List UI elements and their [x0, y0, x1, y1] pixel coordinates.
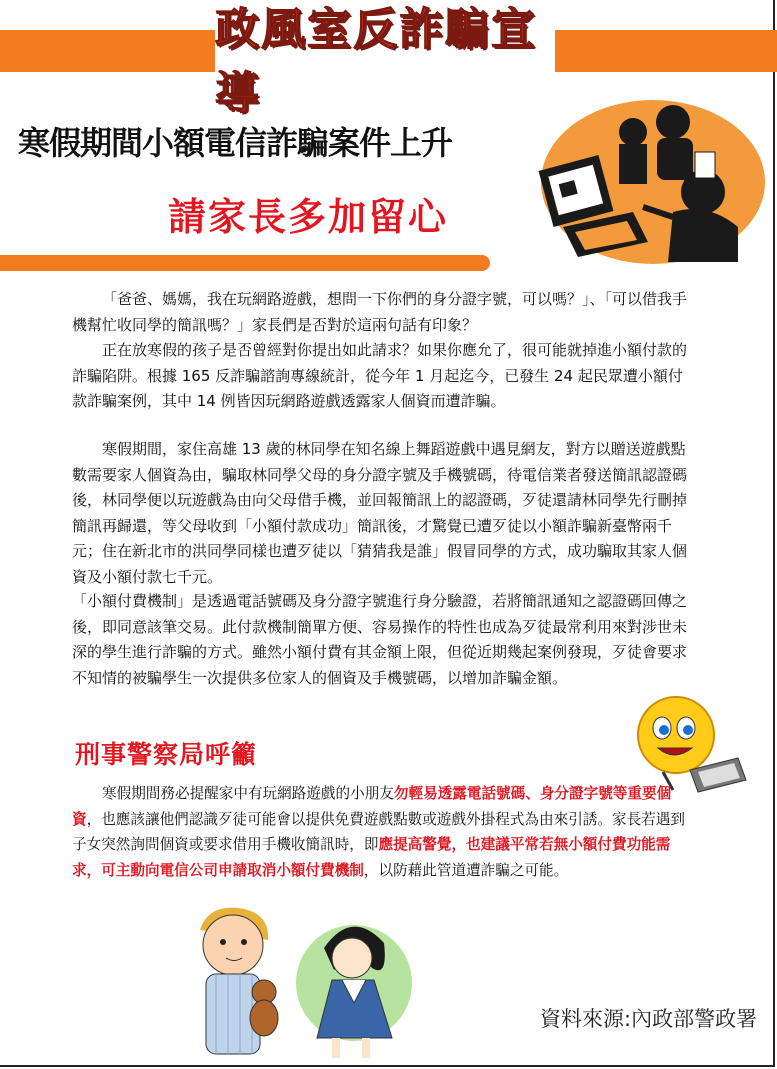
mechanism-text: 「小額付費機制」是透過電話號碼及身分證字號進行身分驗證，若將簡訊通知之認證碼回傳之後，即同意該筆交易。此付款機制簡單方便、容易操作的特性也成為歹徒最常利用來對涉世未深的學生進行詐騙的方式。雖然小額付費有其金額上限，但從近期幾起案例發現，歹徒會要求不知情的被騙學生一次提供多位家人的個資及手機號碼，以增加詐騙金額。 — [72, 592, 688, 687]
case-text: 寒假期間，家住高雄 13 歲的林同學在知名線上舞蹈遊戲中遇見網友，對方以贈送遊戲點數需要家人個資為由，騙取林同學父母的身分證字號及手機號碼，待電信業者發送簡訊認證碼後，林同學便以玩遊戲為由向父母借手機，並回報簡訊上的認證碼，歹徒還請林同學先行刪掉簡訊再歸還，等父母收到「小額付款成功」簡訊後，才驚覺已遭歹徒以小額詐騙新臺幣兩千元；住在新北市的洪同學同樣也遭歹徒以「猜猜我是誰」假冒同學的方式，成功騙取其家人個資及小額付款七千元。 — [72, 440, 688, 586]
headline: 寒假期間小額電信詐騙案件上升 — [18, 124, 453, 162]
banner-title: 政風室反詐騙宣導 — [215, 4, 537, 119]
advice-highlight-1: 勿輕易透露電話號碼、身分證字號等重要個資 — [72, 785, 672, 828]
banner — [215, 4, 555, 119]
advice-highlight-2: 應提高警覺，也建議平常若無小額付費功能需求，可主動向電信公司申請取消小額付費機制 — [72, 836, 671, 879]
advice-text — [72, 781, 690, 883]
smiley-laptop-illustration — [628, 690, 750, 795]
paragraph-intro — [72, 287, 690, 415]
section-title: 刑事警察局呼籲 — [75, 740, 258, 769]
paragraph-case — [72, 437, 690, 590]
family-computer-illustration — [523, 92, 768, 270]
paragraph-mechanism — [72, 589, 690, 691]
headline-underline-bar — [0, 255, 490, 271]
subheadline: 請家長多加留心 — [168, 195, 449, 239]
girl-illustration — [292, 908, 420, 1063]
paragraph-advice — [72, 781, 690, 883]
intro-quote: 「爸爸、媽媽，我在玩網路遊戲，想問一下你們的身分證字號，可以嗎？」、「可以借我手機幫忙收同學的簡訊嗎？」家長們是否對於這兩句話有印象？ — [72, 290, 688, 334]
advice-part-c: ，以防藉此管道遭詐騙之可能。 — [363, 861, 569, 879]
boy-with-teddy-illustration — [178, 900, 288, 1060]
advice-part-a: 寒假期間務必提醒家中有玩網路遊戲的小朋友 — [102, 785, 394, 802]
advice-part-b: ，也應該讓他們認識歹徒可能會以提供免費遊戲點數或遊戲外掛程式為由來引誘。家長若遇到子女突然詢問個資或要求借用手機收簡訊時，即 — [72, 810, 685, 853]
intro-stats: 正在放寒假的孩子是否曾經對你提出如此請求？如果你應允了，很可能就掉進小額付款的詐騙陷阱。根據 165 反詐騙諮詢專線統計，從今年 1 月起迄今，已發生 24 起民眾遭小額付款詐騙案例，其中 14 例皆因玩網路遊戲透露家人個資而遭詐騙。 — [72, 341, 688, 410]
source-credit: 資料來源:內政部警政署 — [540, 1007, 758, 1031]
